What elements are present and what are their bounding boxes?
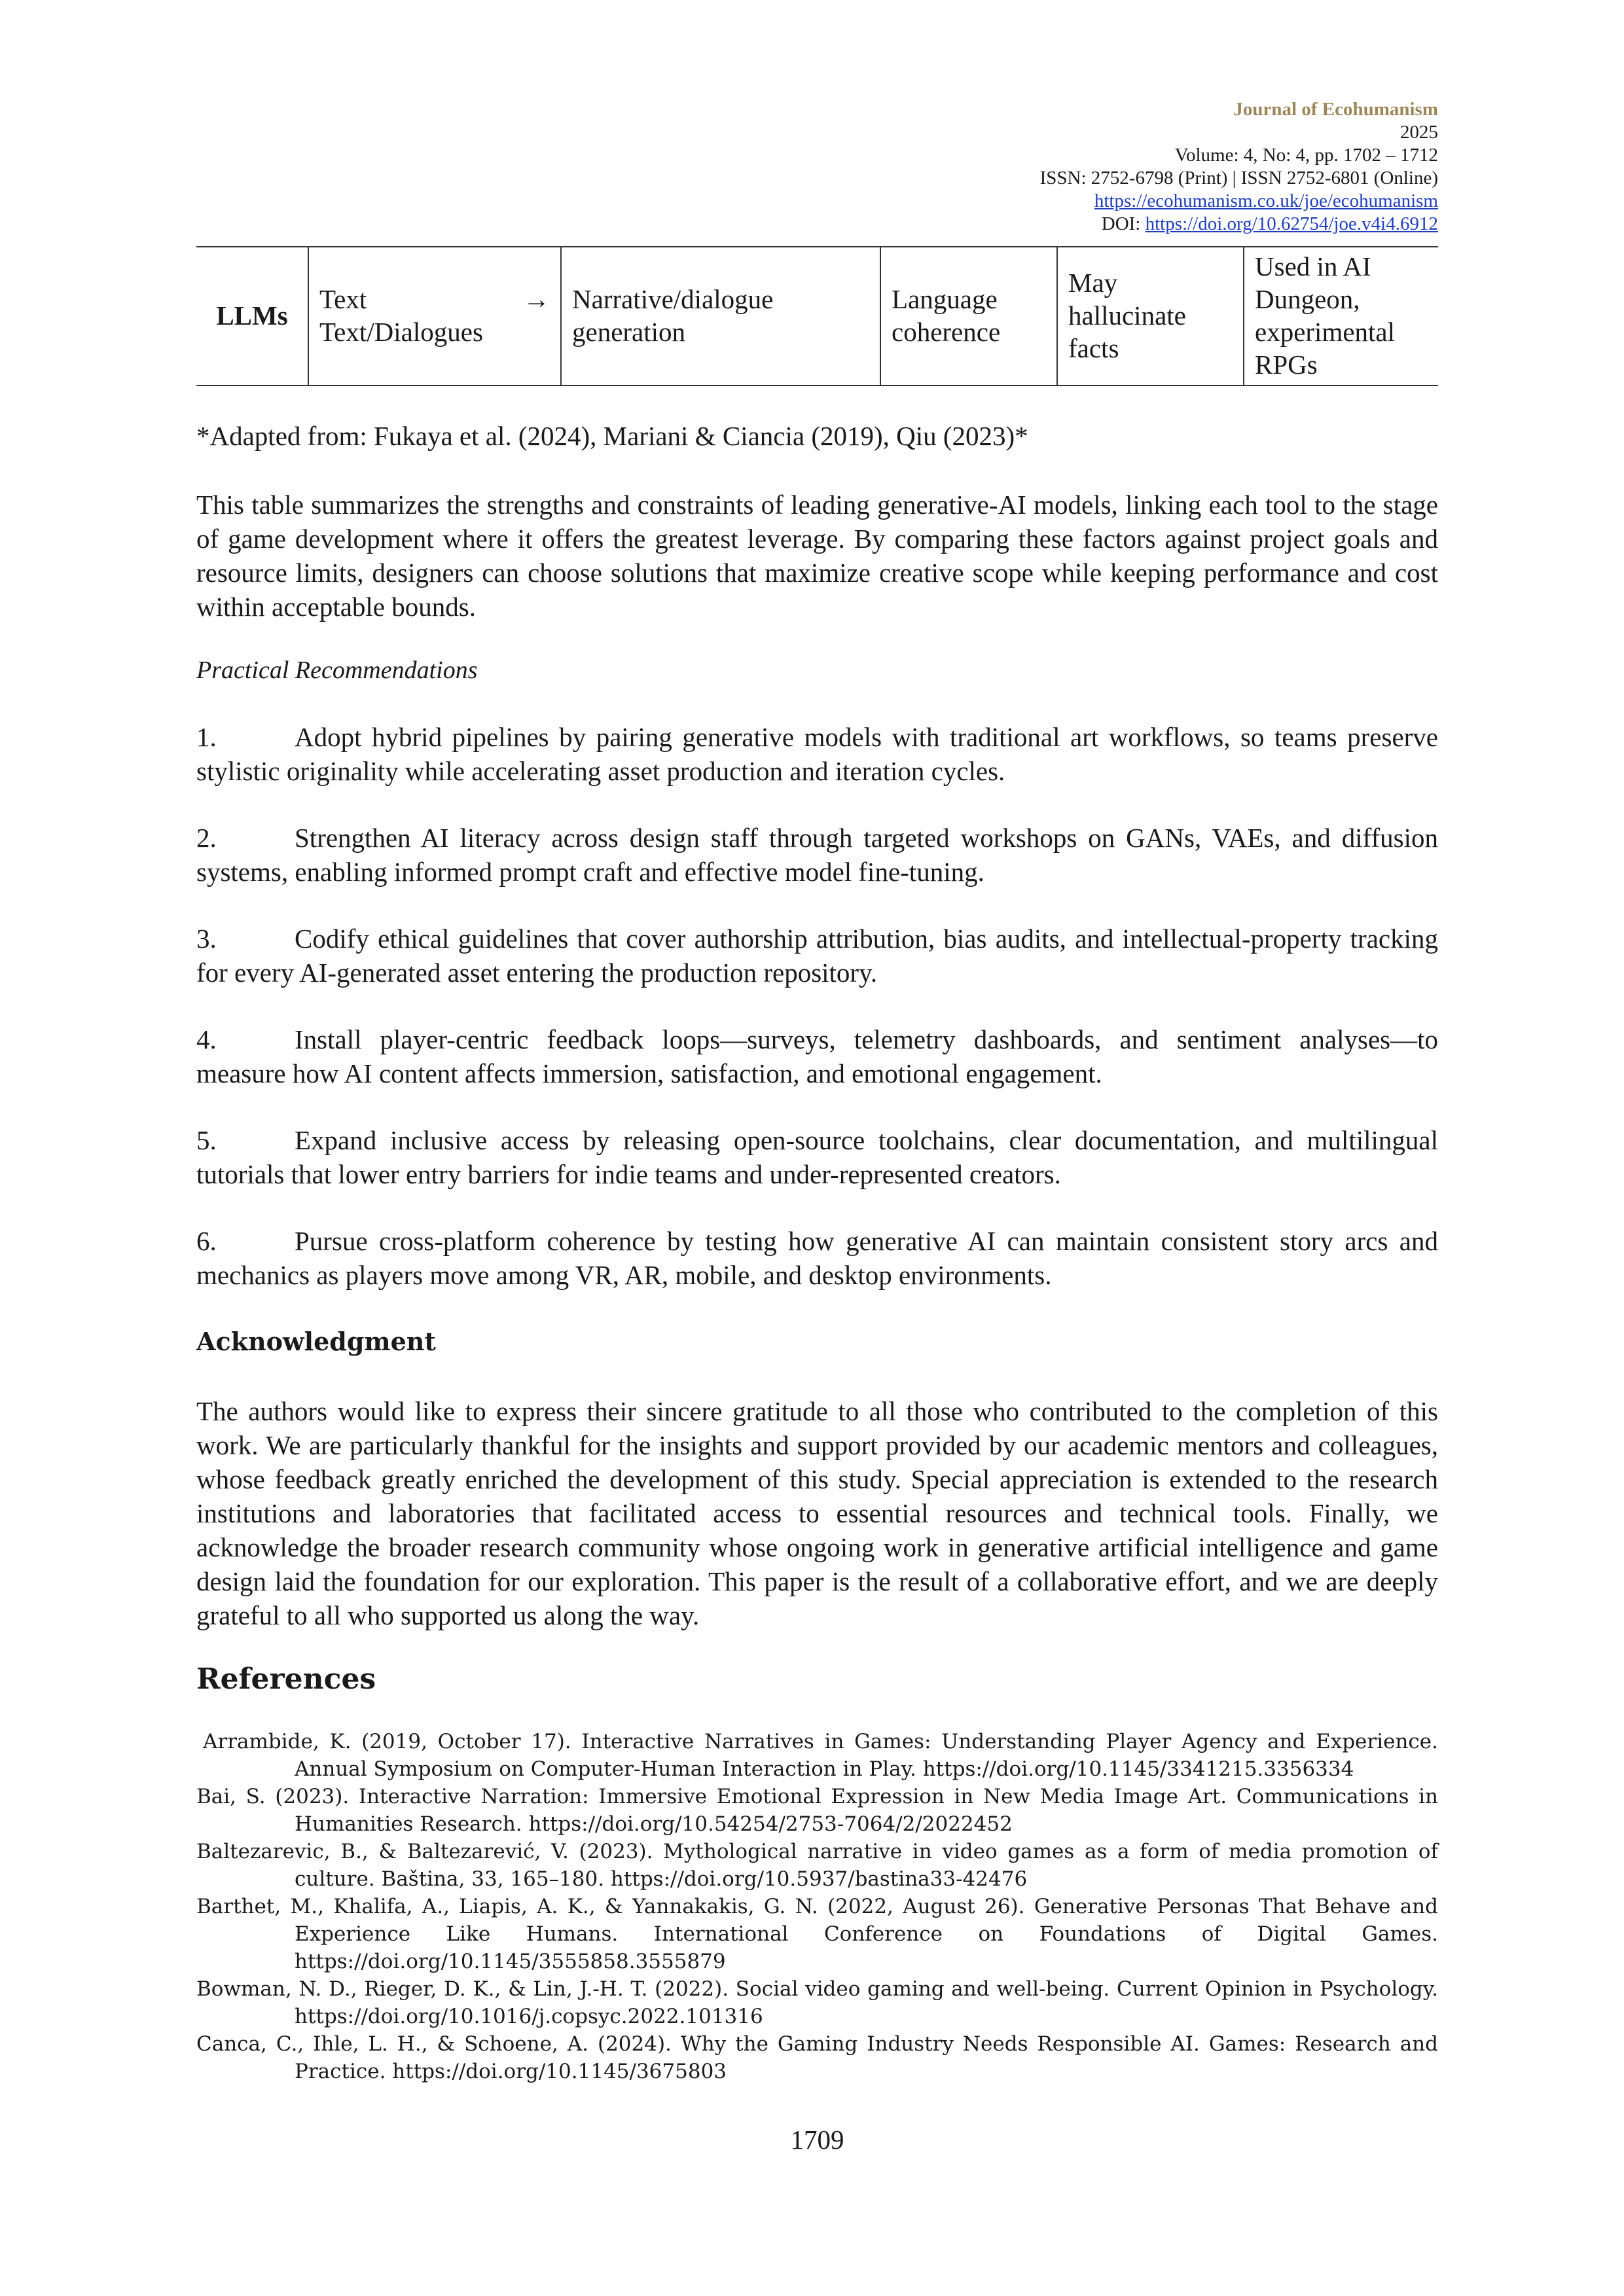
list-item-text: Strengthen AI literacy across design staff through targeted workshops on GANs, VAEs, and diffusion systems, enabling informed prompt craft and effective model fine-tuning.: [196, 823, 1438, 887]
reference-item: Arrambide, K. (2019, October 17). Interactive Narratives in Games: Understanding Player Agency and Experience. Annual Symposium on Computer-Human Interaction in Play. https://doi.org/10.1145/3341215.3356334: [203, 1730, 1438, 1781]
section-subheading: Practical Recommendations: [196, 656, 478, 684]
list-item-text: Install player-centric feedback loops—surveys, telemetry dashboards, and sentiment analyses—to measure how AI content affects immersion, satisfaction, and emotional engagement.: [196, 1024, 1438, 1088]
list-item: [196, 1224, 1438, 1292]
table-cell-strength: Language coherence: [881, 246, 1058, 385]
list-item: [196, 720, 1438, 788]
journal-volume: Volume: 4, No: 4, pp. 1702 – 1712: [1174, 145, 1438, 166]
table-source-note: *Adapted from: Fukaya et al. (2024), Mariani & Ciancia (2019), Qiu (2023)*: [196, 421, 1028, 451]
list-item-text: Adopt hybrid pipelines by pairing generative models with traditional art workflows, so teams preserve stylistic originality while accelerating asset production and iteration cycles.: [196, 722, 1438, 786]
journal-url-link[interactable]: https://ecohumanism.co.uk/joe/ecohumanism: [1094, 190, 1438, 211]
doi-label: DOI:: [1101, 213, 1146, 234]
table-row: [196, 246, 1438, 386]
table-cell-limitation: May hallucinate facts: [1058, 246, 1244, 385]
list-item-number: 6.: [196, 1226, 217, 1256]
journal-issn: ISSN: 2752-6798 (Print) | ISSN 2752-6801 (Online): [1039, 168, 1438, 188]
list-item-number: 3.: [196, 924, 217, 954]
reference-list: [196, 1728, 1438, 2085]
arrow-icon: →: [523, 284, 550, 314]
table-cell-model: LLMs: [196, 246, 309, 385]
reference-item: Bowman, N. D., Rieger, D. K., & Lin, J.-H. T. (2022). Social video gaming and well-being. Current Opinion in Psychology. https://doi.org/10.1016/j.copsyc.2022.101316: [196, 1977, 1438, 2028]
acknowledgment-heading: Acknowledgment: [196, 1327, 436, 1356]
list-item-text: Codify ethical guidelines that cover authorship attribution, bias audits, and intellectual-property tracking for every AI-generated asset entering the production repository.: [196, 924, 1438, 988]
list-item: [196, 1123, 1438, 1191]
table-cell-io: [309, 246, 562, 385]
references-heading: References: [196, 1662, 376, 1696]
list-item-number: 4.: [196, 1024, 217, 1054]
table-cell-examples: Used in AI Dungeon, experimental RPGs: [1255, 251, 1396, 380]
list-item-number: 2.: [196, 823, 217, 853]
list-item-number: 5.: [196, 1125, 217, 1155]
table-cell-use: Narrative/dialogue generation: [562, 246, 881, 385]
list-item: [196, 1022, 1438, 1090]
list-item-text: Pursue cross-platform coherence by testing how generative AI can maintain consistent story arcs and mechanics as players move among VR, AR, mobile, and desktop environments.: [196, 1226, 1438, 1290]
reference-item: Bai, S. (2023). Interactive Narration: Immersive Emotional Expression in New Media Image Art. Communications in Humanities Research. https://doi.org/10.54254/2753-7064/2/2022452: [196, 1785, 1438, 1836]
list-item: [196, 821, 1438, 889]
page-number: 1709: [790, 2125, 844, 2155]
io-text: Text: [319, 284, 367, 314]
acknowledgment-paragraph: The authors would like to express their sincere gratitude to all those who contributed to the completion of this work. We are particularly thankful for the insights and support provided by our academic mentors and colleagues, whose feedback greatly enriched the development of this study. Special appreciation is extended to the research institutions and laboratories that facilitated access to essential resources and technical tools. Finally, we acknowledge the broader research community whose ongoing work in generative artificial intelligence and game design laid the foundation for our exploration. This paper is the result of a collaborative effort, and we are deeply grateful to all who supported us along the way.: [196, 1396, 1438, 1630]
journal-year: 2025: [1400, 122, 1438, 143]
list-item-number: 1.: [196, 722, 217, 752]
reference-item: Baltezarevic, B., & Baltezarević, V. (2023). Mythological narrative in video games as a form of media promotion of culture. Baština, 33, 165–180. https://doi.org/10.5937/bastina33-42476: [196, 1840, 1438, 1891]
summary-paragraph: This table summarizes the strengths and constraints of leading generative-AI models, linking each tool to the stage of game development where it offers the greatest leverage. By comparing these factors against project goals and resource limits, designers can choose solutions that maximize creative scope while keeping performance and cost within acceptable bounds.: [196, 490, 1438, 622]
list-item: [196, 922, 1438, 990]
reference-item: Canca, C., Ihle, L. H., & Schoene, A. (2024). Why the Gaming Industry Needs Responsible AI. Games: Research and Practice. https://doi.org/10.1145/3675803: [196, 2032, 1438, 2083]
io-output: Text/Dialogues: [319, 317, 483, 347]
list-item-text: Expand inclusive access by releasing open-source toolchains, clear documentation, and multilingual tutorials that lower entry barriers for indie teams and under-represented creators.: [196, 1125, 1438, 1189]
journal-header: [196, 98, 1438, 236]
journal-title: Journal of Ecohumanism: [1233, 99, 1438, 120]
doi-link[interactable]: https://doi.org/10.62754/joe.v4i4.6912: [1145, 213, 1438, 234]
reference-item: Barthet, M., Khalifa, A., Liapis, A. K., & Yannakakis, G. N. (2022, August 26). Generative Personas That Behave and Experience Like Humans. International Conference on Foundations of Digital Games. https://doi.org/10.1145/3555858.3555879: [196, 1895, 1438, 1973]
